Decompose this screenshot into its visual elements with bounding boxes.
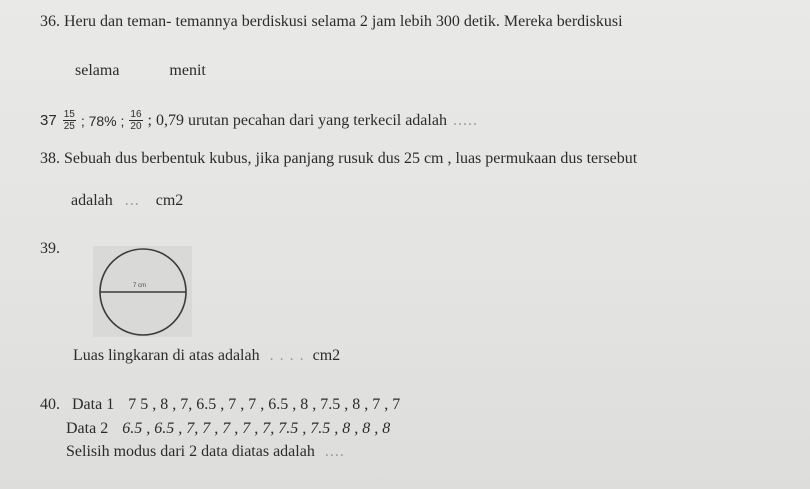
circle-label: 7 cm	[133, 283, 147, 289]
q37-frac1-numerator: 15	[63, 109, 75, 120]
q39-question	[73, 347, 340, 365]
q36-menit: menit	[169, 62, 206, 79]
q37-number: 37	[40, 112, 57, 129]
q39-unit: cm2	[312, 347, 341, 364]
q37-frac2-denominator: 20	[130, 121, 142, 132]
q38-line2	[71, 192, 183, 210]
circle-diagram	[93, 246, 192, 337]
q38-blank: ...	[124, 192, 140, 209]
q37-mid: ; 78% ;	[80, 112, 125, 129]
q39-blank: . . . .	[269, 347, 305, 364]
q40-line1	[40, 396, 400, 414]
q40-number: 40.	[40, 396, 60, 413]
q40-data1-label: Data 1	[72, 396, 115, 413]
q38-number: 38.	[40, 150, 60, 167]
q36-line1	[40, 13, 623, 31]
q36-text: Heru dan teman- temannya berdiskusi selama 2 jam lebih 300 detik. Mereka berdiskusi	[64, 13, 623, 30]
q37-frac1-denominator: 25	[63, 121, 75, 132]
q37-line	[40, 109, 478, 132]
q37-blank: .....	[452, 111, 478, 129]
q38-adalah: adalah	[71, 192, 113, 209]
q38-unit: cm2	[155, 192, 184, 209]
q37-tail: ; 0,79 urutan pecahan dari yang terkecil adalah	[147, 111, 447, 129]
q40-line3	[66, 443, 345, 461]
q40-data1-values: 7 5 , 8 , 7, 6.5 , 7 , 7 , 6.5 , 8 , 7.5 , 8 , 7 , 7	[128, 396, 401, 413]
q36-number: 36.	[40, 13, 60, 30]
q40-data2-values: 6.5 , 6.5 , 7, 7 , 7 , 7 , 7, 7.5 , 7.5 , 8 , 8 , 8	[122, 420, 391, 437]
q37-frac2-numerator: 16	[130, 109, 142, 120]
circle-figure	[93, 246, 192, 337]
q36-selama: selama	[75, 62, 120, 79]
q36-line2	[75, 62, 206, 80]
q38-line1	[40, 150, 637, 168]
q40-line2	[66, 420, 390, 438]
q40-question: Selisih modus dari 2 data diatas adalah	[66, 443, 315, 460]
q38-text: Sebuah dus berbentuk kubus, jika panjang rusuk dus 25 cm , luas permukaan dus tersebut	[64, 150, 638, 167]
q39-number: 39.	[40, 240, 60, 257]
q40-data2-label: Data 2	[66, 420, 109, 437]
q39-text: Luas lingkaran di atas adalah	[73, 347, 260, 364]
q37-fraction-2	[129, 109, 142, 132]
q40-blank: ....	[324, 443, 345, 460]
q37-fraction-1	[63, 109, 76, 132]
